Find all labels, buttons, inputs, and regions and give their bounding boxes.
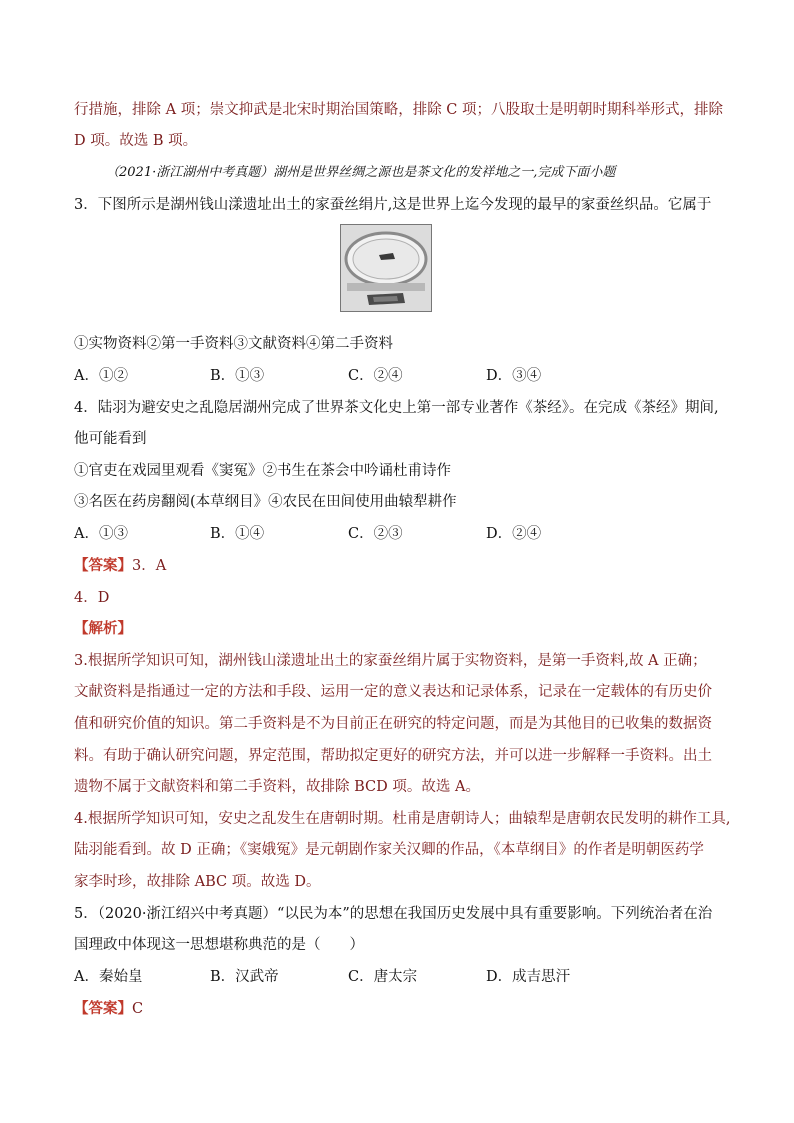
q5-option-c[interactable]: C．唐太宗 (348, 969, 418, 985)
analysis-4-line-3: 家李时珍，故排除 ABC 项。故选 D。 (74, 874, 321, 890)
q3-option-c[interactable]: C．②④ (348, 368, 403, 384)
analysis-label-line (74, 619, 734, 639)
analysis-3-line-3: 值和研究价值的知识。第二手资料是不为目前正在研究的特定问题，而是为其他目的已收集的数据资 (74, 716, 712, 732)
q3-option-a[interactable]: A．①② (74, 368, 128, 384)
q5-options (74, 967, 734, 987)
q4-option-c[interactable]: C．②③ (348, 526, 403, 542)
q5-stem-line-1: 5．（2020·浙江绍兴中考真题）“以民为本”的思想在我国历史发展中具有重要影响。下列统治者在治 (74, 906, 713, 922)
q4-option-d[interactable]: D．②④ (486, 526, 542, 542)
q5-option-b[interactable]: B．汉武帝 (210, 969, 279, 985)
q4-statements-1: ①官吏在戏园里观看《窦冤》②书生在茶会中吟诵杜甫诗作 (74, 463, 451, 479)
answer-1-line (74, 556, 734, 576)
q3-option-d[interactable]: D．③④ (486, 368, 542, 384)
question-context: （2021·浙江湖州中考真题）湖州是世界丝绸之源也是茶文化的发祥地之一,完成下面小题 (106, 165, 616, 180)
q3-options (74, 366, 734, 386)
answer-label: 【答案】 (74, 557, 132, 574)
q4-options (74, 524, 734, 544)
q4-stem-line-2: 他可能看到 (74, 431, 147, 447)
answer-5: C (132, 1001, 144, 1017)
intro-line-1: 行措施，排除 A 项；崇文抑武是北宋时期治国策略，排除 C 项；八股取士是明朝时期科举形式，排除 (74, 102, 723, 118)
q5-stem-line-2: 国理政中体现这一思想堪称典范的是（ ） (74, 937, 364, 953)
q5-option-a[interactable]: A．秦始皇 (74, 969, 143, 985)
q4-option-b[interactable]: B．①④ (210, 526, 265, 542)
answer-2-label: 【答案】 (74, 1000, 132, 1017)
analysis-label: 【解析】 (74, 620, 132, 637)
analysis-3-line-5: 遗物不属于文献资料和第二手资料，故排除 BCD 项。故选 A。 (74, 779, 480, 795)
q4-statements-2: ③名医在药房翻阅(本草纲目》④农民在田间使用曲辕犁耕作 (74, 494, 457, 510)
analysis-3-line-2: 文献资料是指通过一定的方法和手段、运用一定的意义表达和记录体系，记录在一定载体的有历史价 (74, 684, 712, 700)
intro-line-2: D 项。故选 B 项。 (74, 133, 198, 149)
analysis-3-line-4: 料。有助于确认研究问题，界定范围，帮助拟定更好的研究方法，并可以进一步解释一手资料。出土 (74, 748, 712, 764)
analysis-3-line-1: 3.根据所学知识可知，湖州钱山漾遗址出土的家蚕丝绢片属于实物资料，是第一手资料,故 A 正确； (74, 653, 707, 669)
analysis-4-line-2: 陆羽能看到。故 D 正确；《窦娥冤》是元朝剧作家关汉卿的作品，《本草纲目》的作者是明朝医药学 (74, 842, 704, 858)
silk-fragment-photo (340, 224, 432, 312)
q3-stem: 3．下图所示是湖州钱山漾遗址出土的家蚕丝绢片,这是世界上迄今发现的最早的家蚕丝织品。它属于 (74, 197, 712, 213)
answer-2-line (74, 999, 734, 1019)
q4-option-a[interactable]: A．①③ (74, 526, 128, 542)
q4-stem-line-1: 4．陆羽为避安史之乱隐居湖州完成了世界茶文化史上第一部专业著作《茶经》。在完成《茶经》期间, (74, 400, 719, 416)
analysis-4-line-1: 4.根据所学知识可知，安史之乱发生在唐朝时期。杜甫是唐朝诗人；曲辕犁是唐朝农民发明的耕作工具, (74, 811, 731, 827)
silk-fragment-image (341, 225, 431, 311)
q3-option-b[interactable]: B．①③ (210, 368, 265, 384)
answer-4: 4．D (74, 590, 110, 606)
answer-3: 3．A (132, 558, 167, 574)
q3-statements: ①实物资料②第一手资料③文献资料④第二手资料 (74, 336, 393, 352)
q5-option-d[interactable]: D．成吉思汗 (486, 969, 571, 985)
